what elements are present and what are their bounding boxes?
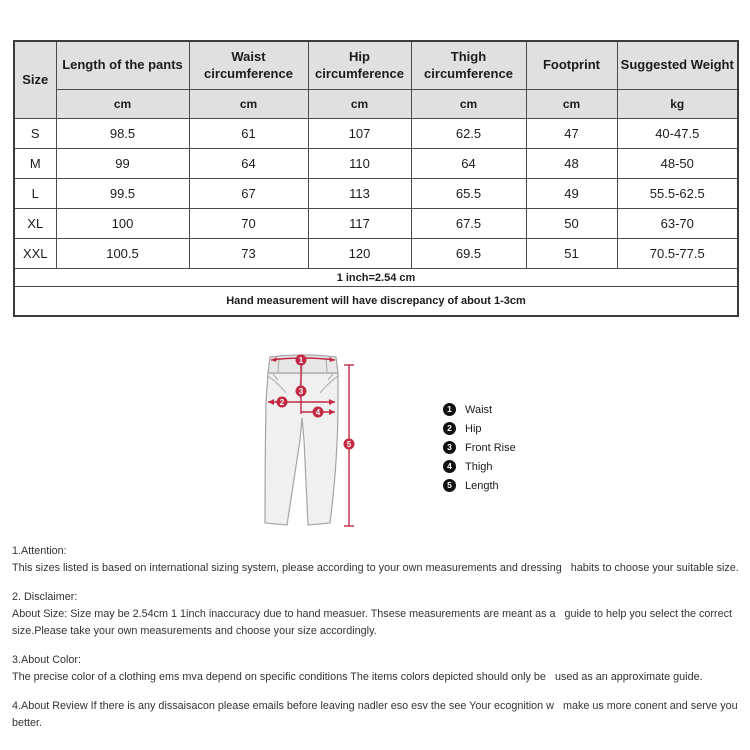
footnote-attention [12,543,748,577]
col-header-waist: Waist circumference [189,41,308,90]
svg-text:5: 5 [346,440,352,449]
measurement-legend [443,400,516,495]
legend-label: Front Rise [465,441,516,454]
table-row-xl [14,209,738,239]
value-cell: 48-50 [617,149,738,179]
size-chart-table [13,40,739,317]
svg-text:3: 3 [298,387,304,396]
value-cell: 70.5-77.5 [617,239,738,269]
footnote-disclaimer [12,589,748,640]
marker-length-icon [344,439,355,450]
value-cell: 61 [189,119,308,149]
legend-item-thigh [443,457,516,476]
svg-text:2: 2 [279,398,285,407]
svg-text:1: 1 [298,356,304,365]
value-cell: 62.5 [411,119,526,149]
value-cell: 55.5-62.5 [617,179,738,209]
legend-label: Waist [465,403,493,416]
value-cell: 40-47.5 [617,119,738,149]
value-cell: 67 [189,179,308,209]
legend-label: Thigh [465,460,493,473]
table-header-row [14,41,738,90]
note-text: 1 inch=2.54 cm [14,269,738,287]
legend-label: Hip [465,422,482,435]
col-header-size: Size [14,41,56,119]
value-cell: 99 [56,149,189,179]
value-cell: 107 [308,119,411,149]
unit-cell-length: cm [56,90,189,119]
value-cell: 65.5 [411,179,526,209]
value-cell: 69.5 [411,239,526,269]
value-cell: 117 [308,209,411,239]
note-text: Hand measurement will have discrepancy of about 1-3cm [14,287,738,317]
svg-text:4: 4 [315,408,321,417]
value-cell: 113 [308,179,411,209]
footnote-about-review [12,698,748,732]
value-cell: 99.5 [56,179,189,209]
table-row-m [14,149,738,179]
size-cell: S [14,119,56,149]
value-cell: 51 [526,239,617,269]
pants-measurement-diagram [253,340,373,540]
table-row-s [14,119,738,149]
number-5-badge-icon: 5 [443,479,456,492]
value-cell: 98.5 [56,119,189,149]
value-cell: 67.5 [411,209,526,239]
size-cell: M [14,149,56,179]
size-cell: XXL [14,239,56,269]
footnote-body: This sizes listed is based on international sizing system, please according to your own measurements and dressing habits to choose your suitable size. [12,562,739,574]
table-units-row [14,90,738,119]
number-4-badge-icon: 4 [443,460,456,473]
table-note-inch [14,269,738,287]
legend-item-length [443,476,516,495]
unit-cell-footprint: cm [526,90,617,119]
value-cell: 63-70 [617,209,738,239]
number-1-badge-icon: 1 [443,403,456,416]
marker-waist-icon [296,355,307,366]
number-2-badge-icon: 2 [443,422,456,435]
footnote-body: The precise color of a clothing ems mva depend on specific conditions The items colors depicted should only be used as an approximate guide. [12,671,703,683]
size-cell: L [14,179,56,209]
col-header-hip: Hip circumference [308,41,411,90]
value-cell: 64 [189,149,308,179]
value-cell: 73 [189,239,308,269]
value-cell: 50 [526,209,617,239]
col-header-length: Length of the pants [56,41,189,90]
col-header-thigh: Thigh circumference [411,41,526,90]
unit-cell-waist: cm [189,90,308,119]
legend-label: Length [465,479,499,492]
unit-cell-thigh: cm [411,90,526,119]
footnote-title: 3.About Color: [12,654,82,666]
value-cell: 70 [189,209,308,239]
col-header-weight: Suggested Weight [617,41,738,90]
col-header-footprint: Footprint [526,41,617,90]
marker-front-rise-icon [296,386,307,397]
footnotes-section [12,543,748,744]
marker-hip-icon [277,397,288,408]
legend-item-waist [443,400,516,419]
table-note-discrepancy [14,287,738,317]
number-3-badge-icon: 3 [443,441,456,454]
value-cell: 110 [308,149,411,179]
footnote-body: 4.About Review If there is any dissaisacon please emails before leaving nadler eso esv the see Your ecognition w make us more conent and serve you better. [12,700,741,729]
value-cell: 49 [526,179,617,209]
marker-thigh-icon [313,407,324,418]
legend-item-front-rise [443,438,516,457]
footnote-title: 2. Disclaimer: [12,591,78,603]
unit-cell-hip: cm [308,90,411,119]
value-cell: 64 [411,149,526,179]
footnote-title: 1.Attention: [12,545,67,557]
legend-item-hip [443,419,516,438]
value-cell: 100 [56,209,189,239]
footnote-about-color [12,652,748,686]
table-row-xxl [14,239,738,269]
value-cell: 100.5 [56,239,189,269]
value-cell: 120 [308,239,411,269]
table-row-l [14,179,738,209]
value-cell: 48 [526,149,617,179]
unit-cell-weight: kg [617,90,738,119]
footnote-body: About Size: Size may be 2.54cm 1 1inch inaccuracy due to hand measuer. Thsese measurements are meant as a guide to help you select the correct size.Please take your own measurements and choose your size accordingly. [12,608,735,637]
size-cell: XL [14,209,56,239]
value-cell: 47 [526,119,617,149]
